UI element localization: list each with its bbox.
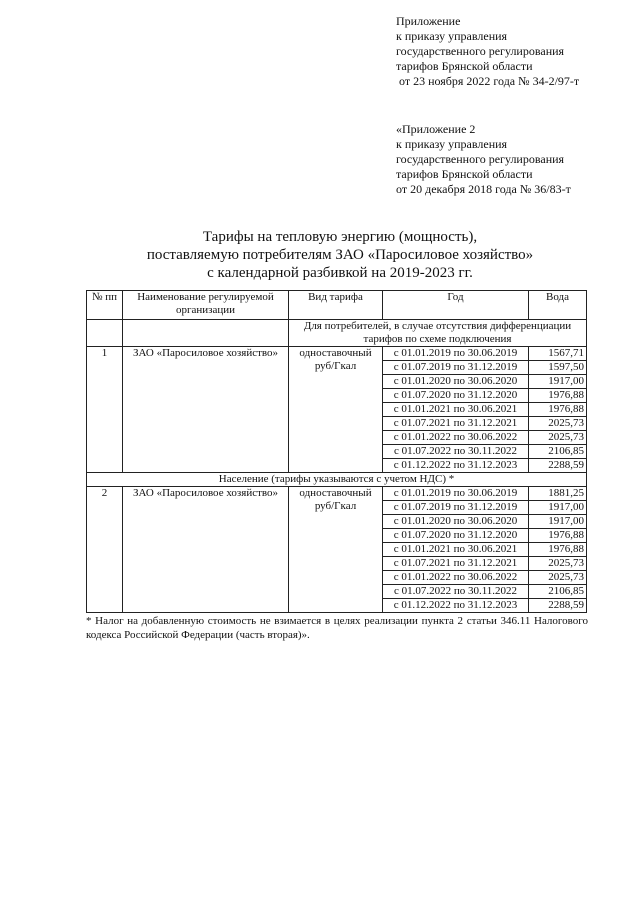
tariff-value: 2288,59 [529,599,587,613]
organization-name: ЗАО «Паросиловое хозяйство» [123,347,289,473]
tariff-value: 1976,88 [529,389,587,403]
tariff-period: с 01.01.2022 по 30.06.2022 [383,571,529,585]
tariff-value: 1567,71 [529,347,587,361]
tariff-value: 2288,59 [529,459,587,473]
tariff-period: с 01.01.2022 по 30.06.2022 [383,431,529,445]
empty-cell [87,320,123,347]
tariff-period: с 01.07.2020 по 31.12.2020 [383,389,529,403]
tariff-value: 1597,50 [529,361,587,375]
section-heading-row [87,320,587,347]
appendix-previous-header [396,122,571,197]
appendix-line: от 23 ноября 2022 года № 34-2/97-т [396,74,580,88]
tariff-period: с 01.07.2021 по 31.12.2021 [383,557,529,571]
header-water: Вода [529,291,587,320]
tariff-type: одноставочный руб/Гкал [289,487,383,613]
appendix-line: «Приложение 2 [396,122,476,136]
appendix-line: к приказу управления [396,137,508,151]
header-tariff-type: Вид тарифа [289,291,383,320]
appendix-line: государственного регулирования [396,44,565,58]
title-line: поставляемую потребителям ЗАО «Паросиловое хозяйство» [146,247,534,263]
row-number: 1 [87,347,123,473]
tariff-period: с 01.07.2020 по 31.12.2020 [383,529,529,543]
section-heading: Для потребителей, в случае отсутствия дифференциации тарифов по схеме подключения [289,320,587,347]
tariff-value: 1917,00 [529,375,587,389]
tariff-value: 2025,73 [529,431,587,445]
tariff-period: с 01.01.2020 по 30.06.2020 [383,515,529,529]
header-num: № пп [87,291,123,320]
tariff-period: с 01.07.2019 по 31.12.2019 [383,501,529,515]
tariff-period: с 01.12.2022 по 31.12.2023 [383,599,529,613]
table-row [87,487,587,501]
tariff-table [86,290,587,613]
tariff-period: с 01.01.2019 по 30.06.2019 [383,347,529,361]
tariff-value: 1976,88 [529,529,587,543]
tariff-period: с 01.07.2022 по 30.11.2022 [383,585,529,599]
tariff-period: с 01.07.2022 по 30.11.2022 [383,445,529,459]
tariff-period: с 01.07.2021 по 31.12.2021 [383,417,529,431]
tariff-type: одноставочный руб/Гкал [289,347,383,473]
tariff-value: 1881,25 [529,487,587,501]
tariff-value: 2025,73 [529,417,587,431]
table-body [87,320,587,613]
empty-cell [123,320,289,347]
tariff-value: 2025,73 [529,557,587,571]
tariff-value: 1976,88 [529,543,587,557]
section-heading: Население (тарифы указываются с учетом НДС) * [87,473,587,487]
appendix-line: тарифов Брянской области [396,59,533,73]
tariff-period: с 01.01.2020 по 30.06.2020 [383,375,529,389]
document-title [60,228,620,282]
header-year: Год [383,291,529,320]
header-org: Наименование регулируемой организации [123,291,289,320]
tariff-value: 2106,85 [529,445,587,459]
title-line: Тарифы на тепловую энергию (мощность), [202,229,478,245]
appendix-line: государственного регулирования [396,152,565,166]
tariff-value: 1917,00 [529,515,587,529]
row-number: 2 [87,487,123,613]
tariff-period: с 01.01.2021 по 30.06.2021 [383,543,529,557]
tariff-period: с 01.01.2021 по 30.06.2021 [383,403,529,417]
title-line: с календарной разбивкой на 2019-2023 гг. [207,265,473,281]
table-row [87,347,587,361]
footnote: * Налог на добавленную стоимость не взимается в целях реализации пункта 2 статьи 346.11 Налогового кодекса Российской Федерации (часть вторая)». [86,615,588,641]
appendix-line: Приложение [396,14,461,28]
section-heading-row [87,473,587,487]
tariff-value: 2025,73 [529,571,587,585]
tariff-value: 1976,88 [529,403,587,417]
table-header-row [87,291,587,320]
appendix-line: к приказу управления [396,29,508,43]
tariff-period: с 01.07.2019 по 31.12.2019 [383,361,529,375]
tariff-value: 2106,85 [529,585,587,599]
tariff-period: с 01.12.2022 по 31.12.2023 [383,459,529,473]
tariff-period: с 01.01.2019 по 30.06.2019 [383,487,529,501]
appendix-line: тарифов Брянской области [396,167,533,181]
appendix-line: от 20 декабря 2018 года № 36/83-т [396,182,571,196]
organization-name: ЗАО «Паросиловое хозяйство» [123,487,289,613]
appendix-current-header [396,14,579,89]
tariff-value: 1917,00 [529,501,587,515]
